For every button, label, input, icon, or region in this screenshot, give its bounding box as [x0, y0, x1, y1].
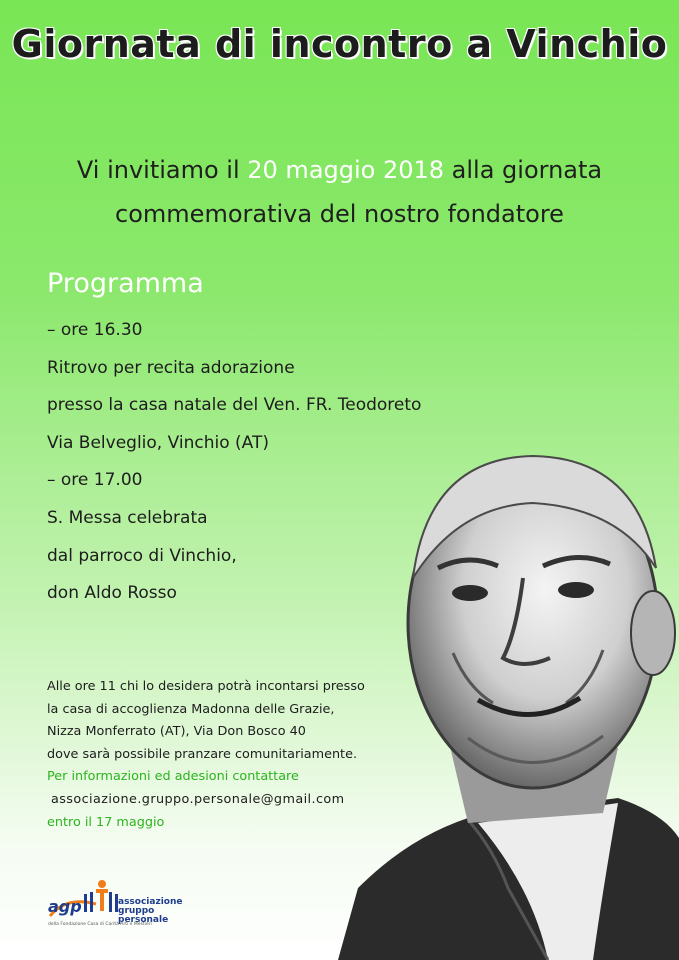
invitation-line-1: [0, 148, 679, 192]
program-line: dal parroco di Vinchio,: [47, 545, 237, 566]
logo-subtitle: della Fondazione Casa di Carità Arti e Mestieri: [48, 922, 152, 927]
program-line: presso la casa natale del Ven. FR. Teodoreto: [47, 395, 422, 416]
program-line: S. Messa celebrata: [47, 507, 208, 528]
contact-label: Per informazioni ed adesioni contattare: [47, 769, 299, 785]
invitation: [0, 148, 679, 236]
info-line: dove sarà possibile pranzare comunitariamente.: [47, 746, 358, 762]
program-line: Via Belveglio, Vinchio (AT): [47, 432, 269, 453]
founder-portrait: [318, 418, 679, 960]
deadline-note: entro il 17 maggio: [47, 814, 165, 830]
invitation-prefix: Vi invitiamo il: [76, 156, 248, 184]
agp-logo: [46, 876, 186, 936]
info-line: Nizza Monferrato (AT), Via Don Bosco 40: [47, 724, 306, 740]
info-line: Alle ore 11 chi lo desidera potrà incontarsi presso: [47, 679, 365, 694]
info-section: [47, 676, 365, 834]
info-line: la casa di accoglienza Madonna delle Grazie,: [47, 701, 335, 717]
event-date: 20 maggio 2018: [247, 156, 445, 184]
program-line: – ore 17.00: [47, 470, 143, 491]
contact-email[interactable]: associazione.gruppo.personale@gmail.com: [51, 791, 345, 807]
program-line: don Aldo Rosso: [47, 583, 177, 604]
program-line: Ritrovo per recita adorazione: [47, 357, 295, 378]
program-heading: Programma: [47, 268, 204, 299]
program-line: – ore 16.30: [47, 320, 143, 340]
invitation-line-2: commemorativa del nostro fondatore: [115, 200, 564, 228]
logo-org-name: associazione gruppo personale: [118, 897, 183, 925]
poster-title: Giornata di incontro a Vinchio: [11, 22, 668, 66]
invitation-suffix: alla giornata: [444, 156, 603, 184]
logo-acronym: agp: [48, 897, 82, 916]
